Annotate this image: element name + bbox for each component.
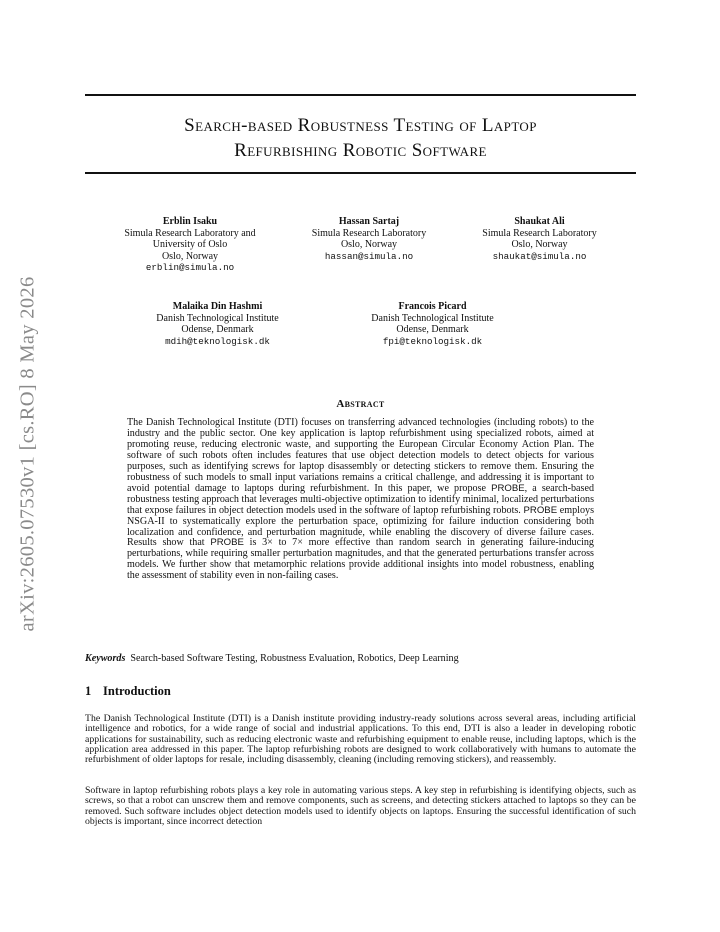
title-line-2: Refurbishing Robotic Software <box>234 140 487 161</box>
arxiv-sidebar <box>8 254 48 654</box>
keywords-text: Search-based Software Testing, Robustness Evaluation, Robotics, Deep Learning <box>130 653 459 664</box>
title-line-1: Search-based Robustness Testing of Laptop <box>184 115 537 136</box>
intro-paragraph: Software in laptop refurbishing robots plays a key role in automating various steps. A key step in refurbishing is identifying objects, such as screws, so that a robot can unscrew them and remove components, such as screens, and detecting stickers attached to laptops so they can be removed. Such software includes object detection models used to identify objects on laptops. Ensuring the successful identification of such objects is important, since incorrect detection <box>85 785 636 827</box>
author-email[interactable]: shaukat@simula.no <box>492 250 587 262</box>
author-affiliation: Danish Technological Institute <box>371 312 494 324</box>
author-name: Erblin Isaku <box>162 216 218 227</box>
author-location: Oslo, Norway <box>340 239 398 251</box>
keywords <box>85 653 636 664</box>
author-affiliation: Danish Technological Institute <box>156 312 279 324</box>
author-email[interactable]: fpi@teknologisk.dk <box>382 335 483 347</box>
author-email[interactable]: hassan@simula.no <box>324 250 414 262</box>
author-name: Francois Picard <box>398 301 467 312</box>
abstract-text: employs NSGA-II to systematically explore the perturbation space, optimizing for failure induction considering both localization and confidence, and perturbation magnitude, while enabling the discovery of diverse failure cases. Results show that <box>127 504 594 549</box>
abstract-text: The Danish Technological Institute (DTI) focuses on transferring advanced technologies (including robots) to the industry and the public sector. One key application is laptop refurbishment using specialized robots, aimed at promoting reuse, reducing electronic waste, and supporting the European Circular Economy Action Plan. The software of such robots often includes features that use object detection models to detect objects for various purposes, such as identifying screws for laptop disassembly or detecting stickers to remove them. Ensuring the robustness of such models to small input variations remains a critical challenge, and addressing it is important to avoid potential damage to laptops during refurbishment. In this paper, we propose <box>127 417 594 494</box>
author-affiliation: Simula Research Laboratory <box>482 227 597 239</box>
abstract-heading: Abstract <box>336 398 385 410</box>
abstract-text: , a search-based robustness testing approach that leverages multi-objective optimization to identify minimal, localized perturbations that expose failures in object detection models used in the software of laptop refurbishing robots. <box>127 482 594 516</box>
section-title: Introduction <box>103 684 171 698</box>
author-email[interactable]: mdih@teknologisk.dk <box>165 335 270 347</box>
intro-paragraph: The Danish Technological Institute (DTI) is a Danish institute providing industry-ready solutions across several areas, including artificial intelligence and robotics, for a wide range of social and industrial applications. To this end, DTI is also a leader in developing robotic applications for sustainability, such as reducing electronic waste and refurbishing equipment to enable reuse, including laptops, which is the application area addressed in this paper. The laptop refurbishing robots are designed to work collaboratively with humans to automate the refurbishment of older laptops for resale, including disassembly, cleaning (including removing stickers), and reassembly. <box>85 713 636 766</box>
tool-name: PROBE <box>210 537 244 549</box>
author-block <box>293 216 445 262</box>
author-location: Oslo, Norway <box>511 239 568 251</box>
author-location: Odense, Denmark <box>396 324 469 336</box>
author-affiliation: University of Oslo <box>152 239 228 251</box>
abstract-text: is 3× to 7× more effective than random search in generating failure-inducing perturbations, while requiring smaller perturbation magnitudes, and that the generated perturbations transfer across models. We further show that metamorphic relations provide additional insights into model robustness, enabling the assessment of stability even in non-failing cases. <box>127 537 594 582</box>
section-number: 1 <box>85 684 92 698</box>
author-name: Shaukat Ali <box>514 216 565 227</box>
author-affiliation: Simula Research Laboratory <box>311 227 427 239</box>
author-block <box>355 301 510 347</box>
author-block <box>110 216 270 274</box>
paper-title <box>85 113 636 163</box>
section-heading <box>85 684 171 699</box>
author-block <box>140 301 295 347</box>
tool-name: PROBE <box>491 482 525 494</box>
author-affiliation: Simula Research Laboratory and <box>124 227 256 239</box>
author-location: Odense, Denmark <box>181 324 254 336</box>
abstract-body <box>127 418 594 582</box>
title-top-rule <box>85 94 636 96</box>
author-name: Malaika Din Hashmi <box>172 301 263 312</box>
arxiv-identifier: arXiv:2605.07530v1 [cs.RO] 8 May 2026 <box>16 276 39 632</box>
author-block <box>462 216 617 262</box>
author-name: Hassan Sartaj <box>338 216 400 227</box>
keywords-label: Keywords <box>85 653 126 664</box>
title-bottom-rule <box>85 172 636 174</box>
author-email[interactable]: erblin@simula.no <box>145 262 235 274</box>
author-location: Oslo, Norway <box>161 250 219 262</box>
tool-name: PROBE <box>523 504 558 516</box>
